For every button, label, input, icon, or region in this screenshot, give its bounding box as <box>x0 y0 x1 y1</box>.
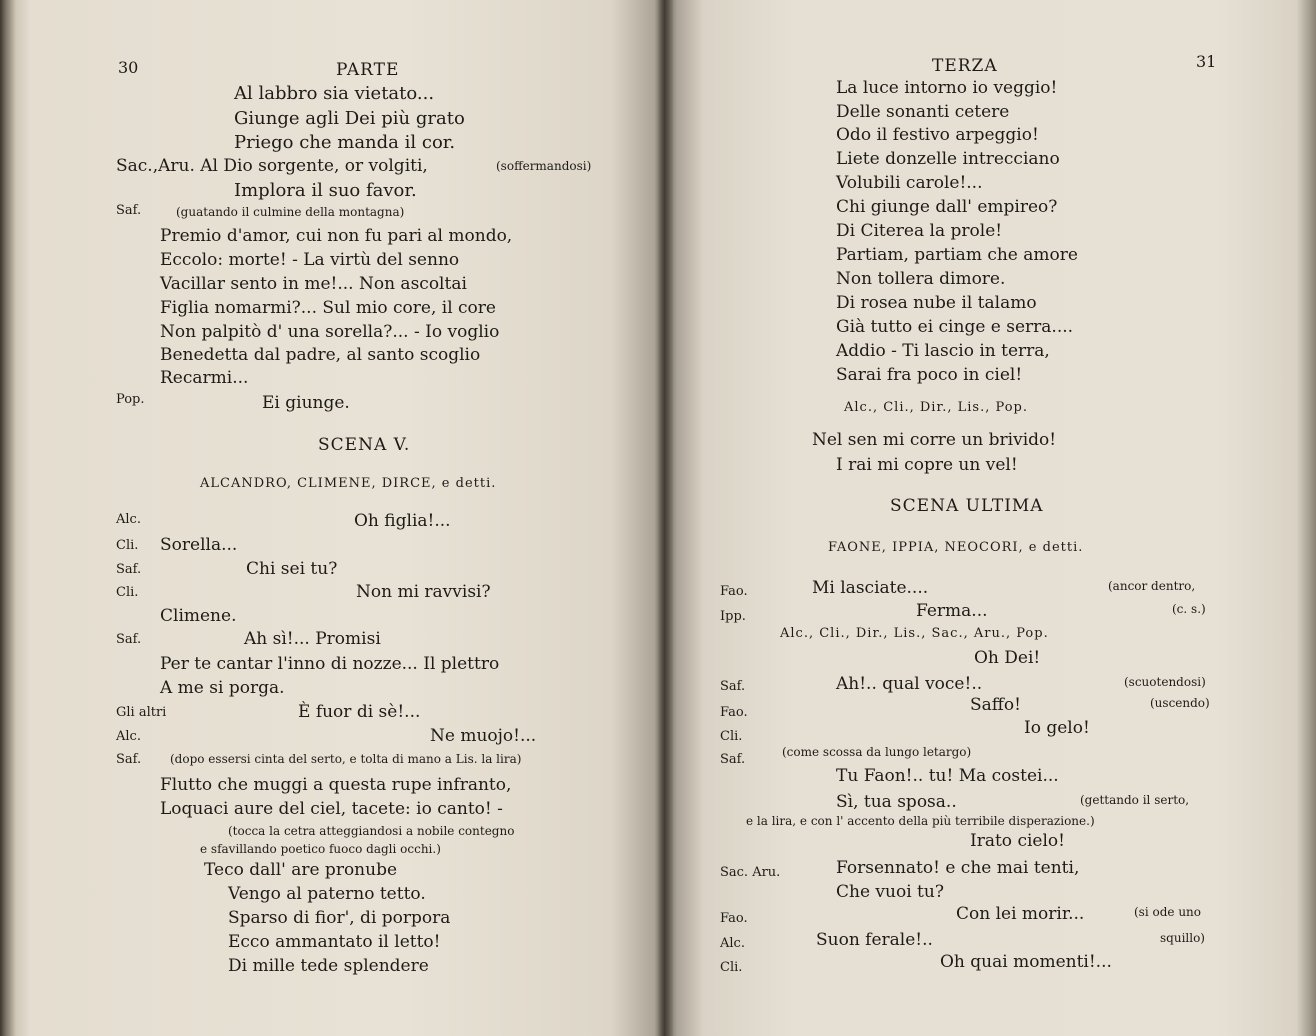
stage-direction: (ancor dentro, <box>1108 579 1196 593</box>
page-number: 30 <box>118 58 139 77</box>
verse-line: Nel sen mi corre un brivido! <box>812 430 1057 450</box>
verse-line: Di Citerea la prole! <box>836 221 1003 241</box>
speaker-label: Ipp. <box>720 609 746 624</box>
stage-direction: e sfavillando poetico fuoco dagli occhi.) <box>200 842 441 856</box>
verse-line: Non palpitò d' una sorella?... - Io voglio <box>160 322 500 342</box>
stage-direction: (si ode uno <box>1134 905 1201 919</box>
verse-line: Volubili carole!... <box>836 173 983 193</box>
speaker-label: Cli. <box>116 538 139 553</box>
verse-line: Ah!.. qual voce!.. <box>836 674 983 694</box>
verse-line: Che vuoi tu? <box>836 882 944 902</box>
verse-line: Vacillar sento in me!... Non ascoltai <box>160 274 467 294</box>
stage-direction: (gettando il serto, <box>1080 793 1190 807</box>
verse-line: Irato cielo! <box>970 831 1065 851</box>
speaker-label: Saf. <box>116 203 142 218</box>
verse-line: Odo il festivo arpeggio! <box>836 125 1039 145</box>
stage-direction: (tocca la cetra atteggiandosi a nobile contegno <box>228 824 515 838</box>
verse-line: Giunge agli Dei più grato <box>234 108 465 129</box>
verse-line: Loquaci aure del ciel, tacete: io canto! - <box>160 799 503 819</box>
verse-line: Ne muojo!... <box>430 726 537 746</box>
verse-line: Mi lasciate.... <box>812 578 929 598</box>
chorus-speakers: Alc., Cli., Dir., Lis., Sac., Aru., Pop. <box>780 626 1049 641</box>
scene-characters: FAONE, IPPIA, NEOCORI, e detti. <box>828 540 1084 555</box>
verse-line: Priego che manda il cor. <box>234 132 456 153</box>
verse-line: Di mille tede splendere <box>228 956 429 976</box>
verse-line: Figlia nomarmi?... Sul mio core, il core <box>160 298 496 318</box>
verse-line: Non tollera dimore. <box>836 269 1006 289</box>
verse-line: Delle sonanti cetere <box>836 102 1010 122</box>
scene-heading: SCENA V. <box>318 435 411 455</box>
verse-line: La luce intorno io veggio! <box>836 78 1058 98</box>
page-number: 31 <box>1196 52 1217 71</box>
verse-line: Addio - Ti lascio in terra, <box>836 341 1050 361</box>
chorus-speakers: Alc., Cli., Dir., Lis., Pop. <box>844 400 1029 415</box>
speaker-label: Sac. Aru. <box>720 865 781 880</box>
speaker-line: Sac.,Aru. Al Dio sorgente, or volgiti, <box>116 156 428 176</box>
speaker-label: Saf. <box>720 752 746 767</box>
verse-line: I rai mi copre un vel! <box>836 455 1018 475</box>
stage-direction: squillo) <box>1160 931 1205 945</box>
verse-line: A me si porga. <box>160 678 285 698</box>
speaker-label: Pop. <box>116 392 145 407</box>
verse-line: Già tutto ei cinge e serra.... <box>836 317 1074 337</box>
verse-line: Sorella... <box>160 535 238 555</box>
verse-line: Partiam, partiam che amore <box>836 245 1078 265</box>
verse-line: Eccolo: morte! - La virtù del senno <box>160 250 460 270</box>
stage-direction: e la lira, e con l' accento della più terribile disperazione.) <box>746 814 1095 828</box>
verse-line: Di rosea nube il talamo <box>836 293 1037 313</box>
speaker-label: Saf. <box>720 679 746 694</box>
verse-line: Oh figlia!... <box>354 511 451 531</box>
stage-direction: (dopo essersi cinta del serto, e tolta di mano a Lis. la lira) <box>170 752 522 766</box>
verse-line: Oh quai momenti!... <box>940 952 1112 972</box>
verse-line: Climene. <box>160 606 237 626</box>
stage-direction: (uscendo) <box>1150 696 1210 710</box>
verse-line: Saffo! <box>970 695 1021 715</box>
speaker-label: Cli. <box>720 729 743 744</box>
verse-line: Oh Dei! <box>974 648 1041 668</box>
verse-line: Ei giunge. <box>262 393 350 413</box>
verse-line: Recarmi... <box>160 368 249 388</box>
speaker-label: Fao. <box>720 705 748 720</box>
scene-characters: ALCANDRO, CLIMENE, DIRCE, e detti. <box>200 476 497 491</box>
speaker-label: Gli altri <box>116 705 167 720</box>
verse-line: Chi sei tu? <box>246 559 338 579</box>
verse-line: Forsennato! e che mai tenti, <box>836 858 1080 878</box>
verse-line: Benedetta dal padre, al santo scoglio <box>160 345 481 365</box>
verse-line: Al labbro sia vietato... <box>234 83 435 104</box>
verse-line: Flutto che muggi a questa rupe infranto, <box>160 775 512 795</box>
stage-direction: (scuotendosi) <box>1124 675 1206 689</box>
verse-line: Chi giunge dall' empireo? <box>836 197 1058 217</box>
verse-line: Ecco ammantato il letto! <box>228 932 441 952</box>
verse-line: Con lei morir... <box>956 904 1085 924</box>
scene-heading: SCENA ULTIMA <box>890 496 1044 516</box>
speaker-label: Saf. <box>116 752 142 767</box>
stage-direction: (come scossa da lungo letargo) <box>782 745 972 759</box>
running-header: TERZA <box>932 56 998 76</box>
right-page <box>664 0 1316 1036</box>
stage-direction: (c. s.) <box>1172 602 1206 616</box>
verse-line: Premio d'amor, cui non fu pari al mondo, <box>160 226 513 246</box>
speaker-label: Alc. <box>720 936 745 951</box>
verse-line: Implora il suo favor. <box>234 180 417 201</box>
verse-line: Suon ferale!.. <box>816 930 933 950</box>
verse-line: Vengo al paterno tetto. <box>228 884 426 904</box>
verse-line: Io gelo! <box>1024 718 1090 738</box>
running-header: PARTE <box>336 60 400 80</box>
verse-line: Sparso di fior', di porpora <box>228 908 451 928</box>
verse-line: Sarai fra poco in ciel! <box>836 365 1023 385</box>
verse-line: Ah sì!... Promisi <box>244 629 381 649</box>
verse-line: Liete donzelle intrecciano <box>836 149 1060 169</box>
verse-line: Tu Faon!.. tu! Ma costei... <box>836 766 1059 786</box>
verse-line: Per te cantar l'inno di nozze... Il plettro <box>160 654 500 674</box>
speaker-label: Alc. <box>116 729 141 744</box>
speaker-label: Cli. <box>116 585 139 600</box>
verse-line: Sì, tua sposa.. <box>836 792 957 812</box>
verse-line: È fuor di sè!... <box>298 702 421 722</box>
speaker-label: Fao. <box>720 584 748 599</box>
speaker-label: Saf. <box>116 632 142 647</box>
verse-line: Non mi ravvisi? <box>356 582 491 602</box>
verse-line: Ferma... <box>916 601 988 621</box>
verse-line: Teco dall' are pronube <box>204 860 398 880</box>
speaker-label: Saf. <box>116 562 142 577</box>
speaker-label: Cli. <box>720 960 743 975</box>
speaker-label: Alc. <box>116 512 141 527</box>
book-gutter <box>655 0 673 1036</box>
stage-direction: (guatando il culmine della montagna) <box>176 205 405 219</box>
stage-direction: (soffermandosi) <box>496 159 592 173</box>
speaker-label: Fao. <box>720 911 748 926</box>
